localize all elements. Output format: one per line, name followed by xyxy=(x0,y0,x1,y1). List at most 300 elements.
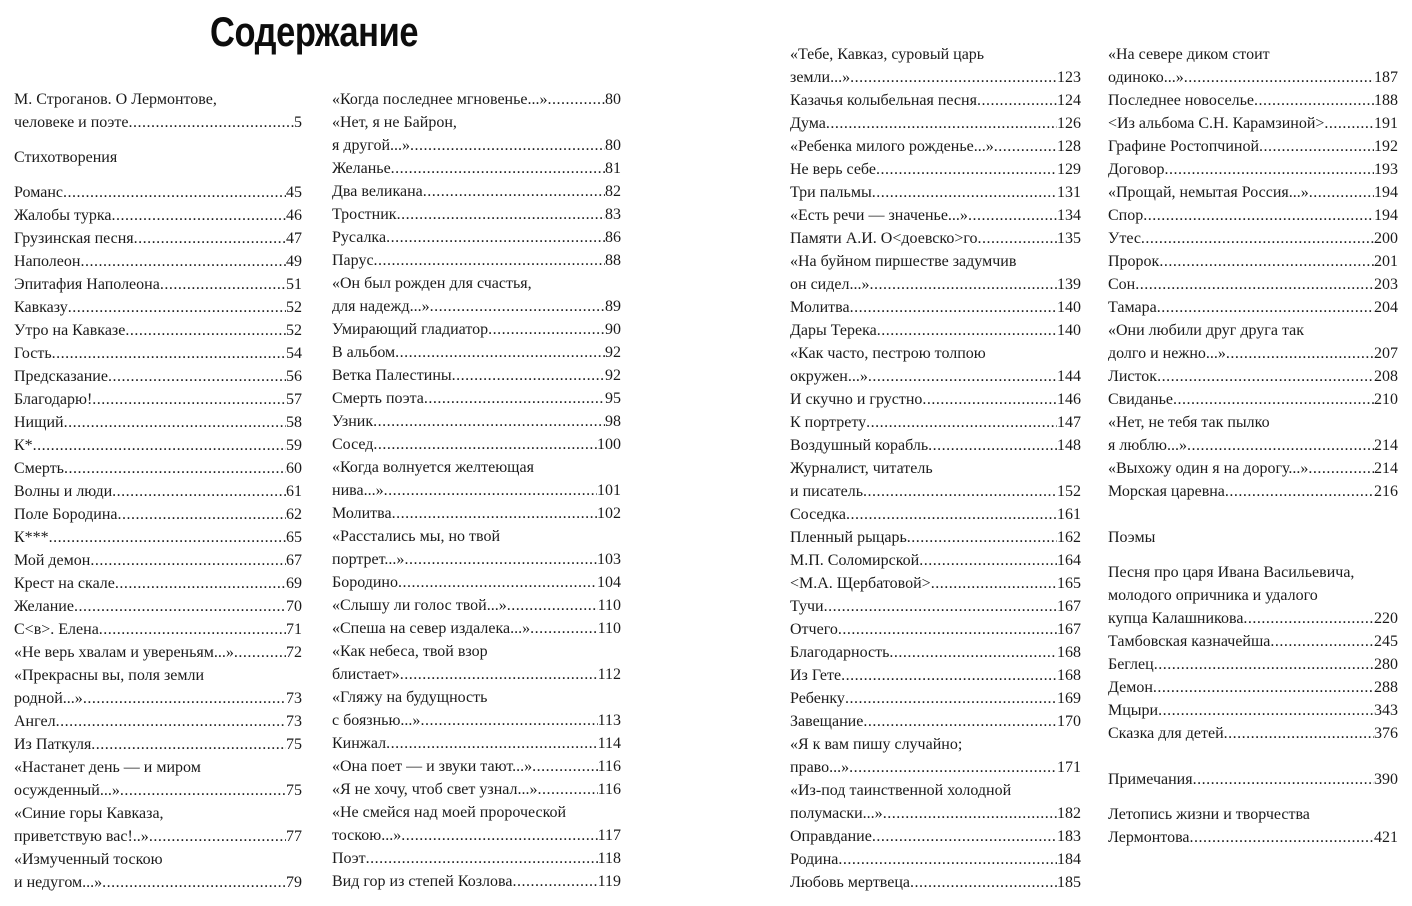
toc-entry-notes xyxy=(1108,768,1398,791)
toc-entry xyxy=(790,250,1081,296)
dot-leader xyxy=(160,273,286,296)
dot-leader xyxy=(922,388,1057,411)
entry-title: блистает» xyxy=(332,666,400,683)
toc-entry xyxy=(790,181,1081,204)
page-number: 128 xyxy=(1057,138,1081,155)
entry-title: Ребенку xyxy=(790,690,845,707)
toc-entry xyxy=(332,318,621,341)
toc-entry xyxy=(790,871,1081,894)
page-number: 201 xyxy=(1374,253,1398,270)
entry-title: «Есть речи — значенье...» xyxy=(790,207,968,224)
dot-leader xyxy=(149,825,286,848)
toc-entry xyxy=(790,687,1081,710)
toc-entry xyxy=(332,203,621,226)
page-number: 51 xyxy=(286,276,302,293)
dot-leader xyxy=(90,549,286,572)
dot-leader xyxy=(83,687,286,710)
dot-leader xyxy=(846,503,1057,526)
page-number: 104 xyxy=(597,574,621,591)
entry-title-line: «Они любили друг друга так xyxy=(1108,322,1305,339)
toc-entry xyxy=(1108,561,1398,630)
page-number: 126 xyxy=(1057,115,1081,132)
page-number: 116 xyxy=(597,781,621,798)
entry-title: Тамбовская казначейша xyxy=(1108,633,1271,650)
toc-entry xyxy=(332,226,621,249)
page-number: 134 xyxy=(1057,207,1081,224)
entry-title: Узник xyxy=(332,413,374,430)
entry-title-line: «Я к вам пишу случайно; xyxy=(790,736,963,753)
toc-entry xyxy=(332,778,621,801)
entry-title: с боязнью...» xyxy=(332,712,421,729)
entry-title: Беглец xyxy=(1108,656,1154,673)
toc-entry xyxy=(1108,480,1398,503)
toc-entry xyxy=(1108,722,1398,745)
entry-title-line: «Он был рожден для счастья, xyxy=(332,275,532,292)
page-number: 140 xyxy=(1057,322,1081,339)
entry-title: я другой...» xyxy=(332,137,411,154)
page-number: 45 xyxy=(286,184,302,201)
entry-title: Свиданье xyxy=(1108,391,1173,408)
page-number: 124 xyxy=(1057,92,1081,109)
entry-title: Демон xyxy=(1108,679,1153,696)
page-number: 92 xyxy=(605,367,621,384)
dot-leader xyxy=(1173,388,1374,411)
dot-leader xyxy=(1270,630,1374,653)
page-number: 73 xyxy=(286,690,302,707)
toc-entry xyxy=(790,710,1081,733)
entry-title: портрет...» xyxy=(332,551,405,568)
toc-entry xyxy=(332,180,621,203)
entry-title: Эпитафия Наполеона xyxy=(14,276,160,293)
page-number: 171 xyxy=(1057,759,1081,776)
dot-leader xyxy=(530,617,598,640)
entry-title: Сон xyxy=(1108,276,1136,293)
entry-title: Благодарю! xyxy=(14,391,93,408)
page-number: 210 xyxy=(1374,391,1398,408)
dot-leader xyxy=(889,641,1057,664)
page-number: 214 xyxy=(1374,460,1398,477)
page-number: 79 xyxy=(286,874,302,891)
toc-entry xyxy=(1108,204,1398,227)
toc-entry xyxy=(332,157,621,180)
page-number: 123 xyxy=(1057,69,1081,86)
entry-title-line: «Синие горы Кавказа, xyxy=(14,805,164,822)
toc-entry xyxy=(14,503,302,526)
toc-entry xyxy=(14,273,302,296)
entry-title: Графине Ростопчиной xyxy=(1108,138,1260,155)
dot-leader xyxy=(1154,653,1374,676)
entry-title: Нищий xyxy=(14,414,64,431)
toc-entry xyxy=(790,434,1081,457)
dot-leader xyxy=(532,755,597,778)
entry-title: Предсказание xyxy=(14,368,108,385)
toc-entry xyxy=(14,411,302,434)
dot-leader xyxy=(1226,342,1374,365)
entry-title-line: «Не смейся над моей пророческой xyxy=(332,804,567,821)
toc-entry xyxy=(790,779,1081,825)
toc-entry xyxy=(790,664,1081,687)
dot-leader xyxy=(824,595,1057,618)
dot-leader xyxy=(401,824,597,847)
dot-leader xyxy=(850,296,1057,319)
entry-title: Спор xyxy=(1108,207,1144,224)
dot-leader xyxy=(134,227,286,250)
toc-column-3 xyxy=(790,43,1081,894)
page-number: 117 xyxy=(597,827,621,844)
dot-leader xyxy=(978,227,1057,250)
entry-title-line: «Измученный тоскою xyxy=(14,851,163,868)
page-number: 46 xyxy=(286,207,302,224)
dot-leader xyxy=(928,434,1057,457)
dot-leader xyxy=(1224,722,1374,745)
entry-title-line: «Прекрасны вы, поля земли xyxy=(14,667,205,684)
toc-entry xyxy=(14,319,302,342)
toc-entry xyxy=(332,755,621,778)
page-number: 119 xyxy=(597,873,621,890)
toc-entry xyxy=(790,549,1081,572)
page-number: 203 xyxy=(1374,276,1398,293)
entry-title: Примечания xyxy=(1108,771,1193,788)
toc-entry xyxy=(790,411,1081,434)
page-number: 75 xyxy=(286,782,302,799)
page-number: 376 xyxy=(1374,725,1398,742)
dot-leader xyxy=(430,295,605,318)
dot-leader xyxy=(125,319,286,342)
entry-title: Пророк xyxy=(1108,253,1160,270)
toc-entry xyxy=(14,342,302,365)
page-number: 421 xyxy=(1374,829,1398,846)
page-number: 47 xyxy=(286,230,302,247)
page-number: 57 xyxy=(286,391,302,408)
dot-leader xyxy=(1187,434,1374,457)
page-number: 146 xyxy=(1057,391,1081,408)
page-number: 204 xyxy=(1374,299,1398,316)
dot-leader xyxy=(850,66,1057,89)
dot-leader xyxy=(1254,89,1374,112)
entry-title: Жалобы турка xyxy=(14,207,112,224)
toc-entry xyxy=(14,434,302,457)
dot-leader xyxy=(234,641,286,664)
entry-title: Завещание xyxy=(790,713,864,730)
dot-leader xyxy=(397,203,605,226)
entry-title: Три пальмы xyxy=(790,184,872,201)
page-number: 193 xyxy=(1374,161,1398,178)
entry-title: Кавказу xyxy=(14,299,68,316)
dot-leader xyxy=(1309,181,1374,204)
entry-title: Лермонтова xyxy=(1108,829,1190,846)
page-number: 60 xyxy=(286,460,302,477)
toc-entry xyxy=(332,88,621,111)
dot-leader xyxy=(883,802,1057,825)
entry-title: Молитва xyxy=(790,299,850,316)
page-number: 216 xyxy=(1374,483,1398,500)
toc-entry xyxy=(790,319,1081,342)
dot-leader xyxy=(838,848,1057,871)
entry-title: Тростник xyxy=(332,206,397,223)
toc-entry xyxy=(14,365,302,388)
page-number: 343 xyxy=(1374,702,1398,719)
page-number: 139 xyxy=(1057,276,1081,293)
entry-title: нива...» xyxy=(332,482,384,499)
dot-leader xyxy=(845,687,1057,710)
dot-leader xyxy=(931,572,1057,595)
dot-leader xyxy=(392,502,597,525)
entry-title: Отчего xyxy=(790,621,838,638)
entry-title: Тамара xyxy=(1108,299,1157,316)
page-number: 280 xyxy=(1374,656,1398,673)
section-heading: Стихотворения xyxy=(14,149,118,166)
dot-leader xyxy=(64,457,286,480)
toc-entry xyxy=(14,618,302,641)
entry-title: Договор xyxy=(1108,161,1165,178)
entry-title: Памяти А.И. О<доевско>го xyxy=(790,230,978,247)
dot-leader xyxy=(366,847,598,870)
entry-title: К* xyxy=(14,437,33,454)
page-number: 220 xyxy=(1374,610,1398,627)
dot-leader xyxy=(400,663,598,686)
entry-title: Желанье xyxy=(332,160,391,177)
page-number: 188 xyxy=(1374,92,1398,109)
entry-title: Смерть xyxy=(14,460,64,477)
toc-entry xyxy=(332,640,621,686)
entry-title-line: «На севере диком стоит xyxy=(1108,46,1270,63)
toc-entry xyxy=(1108,388,1398,411)
page-number: 129 xyxy=(1057,161,1081,178)
page-number: 390 xyxy=(1374,771,1398,788)
toc-entry xyxy=(14,756,302,802)
entry-title: Русалка xyxy=(332,229,387,246)
page-number: 103 xyxy=(597,551,621,568)
entry-title: Из Гете xyxy=(790,667,842,684)
page-number: 110 xyxy=(597,597,621,614)
toc-entry xyxy=(790,457,1081,503)
entry-title: Тучи xyxy=(790,598,824,615)
toc-entry xyxy=(14,88,302,134)
entry-title: тоскою...» xyxy=(332,827,402,844)
page-number: 185 xyxy=(1057,874,1081,891)
page-number: 102 xyxy=(597,505,621,522)
dot-leader xyxy=(548,88,606,111)
entry-title: человеке и поэте xyxy=(14,114,129,131)
entry-title: купца Калашникова xyxy=(1108,610,1244,627)
page-number: 113 xyxy=(597,712,621,729)
toc-entry xyxy=(1108,457,1398,480)
dot-leader xyxy=(49,526,286,549)
entry-title: Родина xyxy=(790,851,839,868)
dot-leader xyxy=(910,871,1057,894)
entry-title: Из Паткуля xyxy=(14,736,92,753)
toc-entry xyxy=(14,733,302,756)
entry-title: Бородино xyxy=(332,574,398,591)
entry-title-line: «Расстались мы, но твой xyxy=(332,528,501,545)
dot-leader xyxy=(869,273,1057,296)
page-number: 92 xyxy=(605,344,621,361)
entry-title: Смерть поэта xyxy=(332,390,424,407)
toc-entry xyxy=(14,457,302,480)
dot-leader xyxy=(33,434,286,457)
dot-leader xyxy=(63,181,286,204)
dot-leader xyxy=(74,595,286,618)
page-number: 62 xyxy=(286,506,302,523)
dot-leader xyxy=(488,318,605,341)
page-number: 214 xyxy=(1374,437,1398,454)
page-number: 101 xyxy=(597,482,621,499)
entry-title: Волны и люди xyxy=(14,483,113,500)
entry-title: земли...» xyxy=(790,69,851,86)
dot-leader xyxy=(120,779,286,802)
entry-title: Грузинская песня xyxy=(14,230,134,247)
entry-title: <Из альбома С.Н. Карамзиной> xyxy=(1108,115,1325,132)
page-number: 168 xyxy=(1057,644,1081,661)
dot-leader xyxy=(538,778,598,801)
toc-entry xyxy=(14,641,302,664)
entry-title-line: Журналист, читатель xyxy=(790,460,933,477)
dot-leader xyxy=(1159,250,1374,273)
toc-entry xyxy=(14,710,302,733)
dot-leader xyxy=(452,364,605,387)
toc-entry xyxy=(1108,296,1398,319)
toc-entry xyxy=(790,526,1081,549)
toc-entry xyxy=(790,112,1081,135)
toc-column-4 xyxy=(1108,43,1398,849)
dot-leader xyxy=(1190,826,1374,849)
entry-title: Романс xyxy=(14,184,63,201)
toc-entry xyxy=(14,388,302,411)
page-number: 131 xyxy=(1057,184,1081,201)
dot-leader xyxy=(1157,296,1374,319)
entry-title: осужденный...» xyxy=(14,782,120,799)
toc-entry xyxy=(1108,158,1398,181)
entry-title: окружен...» xyxy=(790,368,868,385)
toc-entry xyxy=(1108,699,1398,722)
toc-entry xyxy=(790,227,1081,250)
page-number: 118 xyxy=(597,850,621,867)
entry-title: «Не верь хвалам и увереньям...» xyxy=(14,644,234,661)
toc-entry xyxy=(332,272,621,318)
entry-title: Молитва xyxy=(332,505,392,522)
dot-leader xyxy=(1165,158,1374,181)
entry-title: Не верь себе xyxy=(790,161,876,178)
entry-title: Мцыри xyxy=(1108,702,1159,719)
dot-leader xyxy=(64,411,286,434)
entry-title: К портрету xyxy=(790,414,867,431)
toc-entry-chronicle xyxy=(1108,803,1398,849)
toc-entry xyxy=(790,641,1081,664)
entry-title: М.П. Соломирской xyxy=(790,552,920,569)
dot-leader xyxy=(1193,768,1374,791)
toc-entry xyxy=(332,594,621,617)
dot-leader xyxy=(863,480,1057,503)
dot-leader xyxy=(56,710,286,733)
entry-title: Желание xyxy=(14,598,74,615)
entry-title: «Я не хочу, чтоб свет узнал...» xyxy=(332,781,538,798)
entry-title: и писатель xyxy=(790,483,864,500)
dot-leader xyxy=(1324,112,1374,135)
entry-title: Соседка xyxy=(790,506,847,523)
toc-entry xyxy=(790,43,1081,89)
toc-entry xyxy=(790,296,1081,319)
entry-title: «Она поет — и звуки тают...» xyxy=(332,758,533,775)
toc-entry xyxy=(14,848,302,894)
page-number: 207 xyxy=(1374,345,1398,362)
toc-entry xyxy=(14,181,302,204)
toc-entry xyxy=(1108,653,1398,676)
dot-leader xyxy=(1141,227,1374,250)
entry-title: С<в>. Елена xyxy=(14,621,99,638)
toc-entry xyxy=(14,572,302,595)
toc-entry xyxy=(332,341,621,364)
dot-leader xyxy=(1184,66,1374,89)
dot-leader xyxy=(404,548,597,571)
page-number: 112 xyxy=(597,666,621,683)
dot-leader xyxy=(118,503,286,526)
page-number: 167 xyxy=(1057,621,1081,638)
page-number: 245 xyxy=(1374,633,1398,650)
entry-title: В альбом xyxy=(332,344,396,361)
entry-title: Последнее новоселье xyxy=(1108,92,1255,109)
toc-entry xyxy=(14,204,302,227)
page-number: 59 xyxy=(286,437,302,454)
page-title: Содержание xyxy=(210,8,419,55)
dot-leader xyxy=(512,870,597,893)
toc-entry xyxy=(332,686,621,732)
dot-leader xyxy=(1225,480,1374,503)
page-number: 114 xyxy=(597,735,621,752)
dot-leader xyxy=(872,181,1057,204)
page-number: 54 xyxy=(286,345,302,362)
entry-title: для надежд...» xyxy=(332,298,430,315)
dot-leader xyxy=(838,618,1057,641)
entry-title: Парус xyxy=(332,252,374,269)
entry-title: он сидел...» xyxy=(790,276,870,293)
entry-title-line: «Нет, я не Байрон, xyxy=(332,114,457,131)
page-number: 89 xyxy=(605,298,621,315)
entry-title: право...» xyxy=(790,759,850,776)
dot-leader xyxy=(395,341,605,364)
dot-leader xyxy=(423,180,605,203)
page-number: 86 xyxy=(605,229,621,246)
toc-entry xyxy=(1108,43,1398,89)
toc-entry xyxy=(332,456,621,502)
page-number: 187 xyxy=(1374,69,1398,86)
dot-leader xyxy=(977,89,1057,112)
toc-entry xyxy=(1108,89,1398,112)
entry-title: «Когда последнее мгновенье...» xyxy=(332,91,548,108)
toc-entry xyxy=(790,733,1081,779)
dot-leader xyxy=(919,549,1057,572)
toc-entry xyxy=(332,502,621,525)
page-number: 116 xyxy=(597,758,621,775)
dot-leader xyxy=(826,112,1057,135)
dot-leader xyxy=(386,732,598,755)
toc-entry xyxy=(14,526,302,549)
dot-leader xyxy=(108,365,286,388)
page-number: 288 xyxy=(1374,679,1398,696)
page-number: 135 xyxy=(1057,230,1081,247)
page-number: 200 xyxy=(1374,230,1398,247)
entry-title-line: «Нет, не тебя так пылко xyxy=(1108,414,1270,431)
toc-entry xyxy=(14,296,302,319)
dot-leader xyxy=(877,319,1057,342)
entry-title: Сказка для детей xyxy=(1108,725,1224,742)
toc-entry xyxy=(790,825,1081,848)
page-number: 194 xyxy=(1374,207,1398,224)
page-number: 70 xyxy=(286,598,302,615)
entry-title: Оправдание xyxy=(790,828,872,845)
toc-entry xyxy=(790,342,1081,388)
page-number: 168 xyxy=(1057,667,1081,684)
entry-title: Сосед xyxy=(332,436,374,453)
